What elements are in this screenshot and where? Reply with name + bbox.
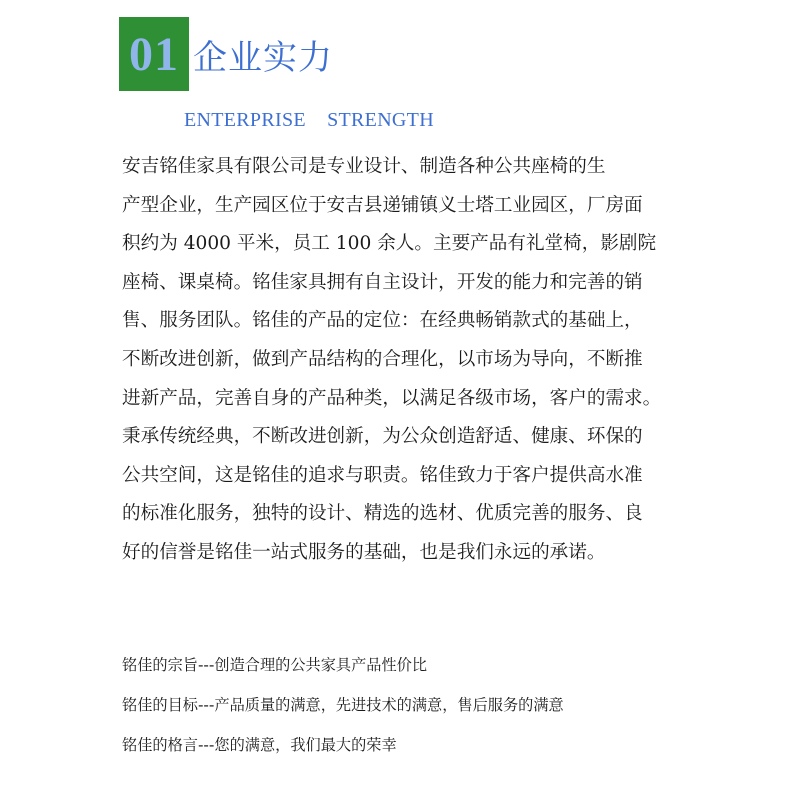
motto-goal: 铭佳的目标---产品质量的满意，先进技术的满意，售后服务的满意: [122, 696, 564, 714]
section-number-box: [119, 17, 189, 91]
section-number: 01: [129, 27, 179, 81]
section-header: [119, 17, 333, 91]
intro-line: 好的信誉是铭佳一站式服务的基础，也是我们永远的承诺。: [122, 541, 606, 563]
section-subtitle-en: ENTERPRISE STRENGTH: [184, 109, 434, 131]
intro-line: 秉承传统经典，不断改进创新，为公众创造舒适、健康、环保的: [122, 426, 643, 448]
intro-line: 的标准化服务，独特的设计、精选的选材、优质完善的服务、良: [122, 503, 643, 525]
motto-list: [122, 645, 564, 765]
intro-line: 安吉铭佳家具有限公司是专业设计、制造各种公共座椅的生: [122, 156, 606, 177]
intro-line: 公共空间，这是铭佳的追求与职责。铭佳致力于客户提供高水准: [122, 464, 643, 486]
motto-slogan: 铭佳的格言---您的满意，我们最大的荣幸: [122, 736, 397, 754]
intro-line: 产型企业，生产园区位于安吉县递铺镇义士塔工业园区，厂房面: [122, 194, 643, 216]
section-title: 企业实力: [193, 37, 333, 78]
intro-line: 座椅、课桌椅。铭佳家具拥有自主设计，开发的能力和完善的销: [122, 271, 643, 293]
company-intro-paragraph: [122, 148, 682, 573]
intro-line: 积约为 4000 平米，员工 100 余人。主要产品有礼堂椅，影剧院: [122, 233, 657, 255]
intro-line: 进新产品，完善自身的产品种类，以满足各级市场，客户的需求。: [122, 387, 662, 409]
intro-line: 不断改进创新，做到产品结构的合理化，以市场为导向，不断推: [122, 348, 643, 370]
intro-line: 售、服务团队。铭佳的产品的定位：在经典畅销款式的基础上，: [122, 310, 643, 332]
motto-purpose: 铭佳的宗旨---创造合理的公共家具产品性价比: [122, 656, 428, 674]
